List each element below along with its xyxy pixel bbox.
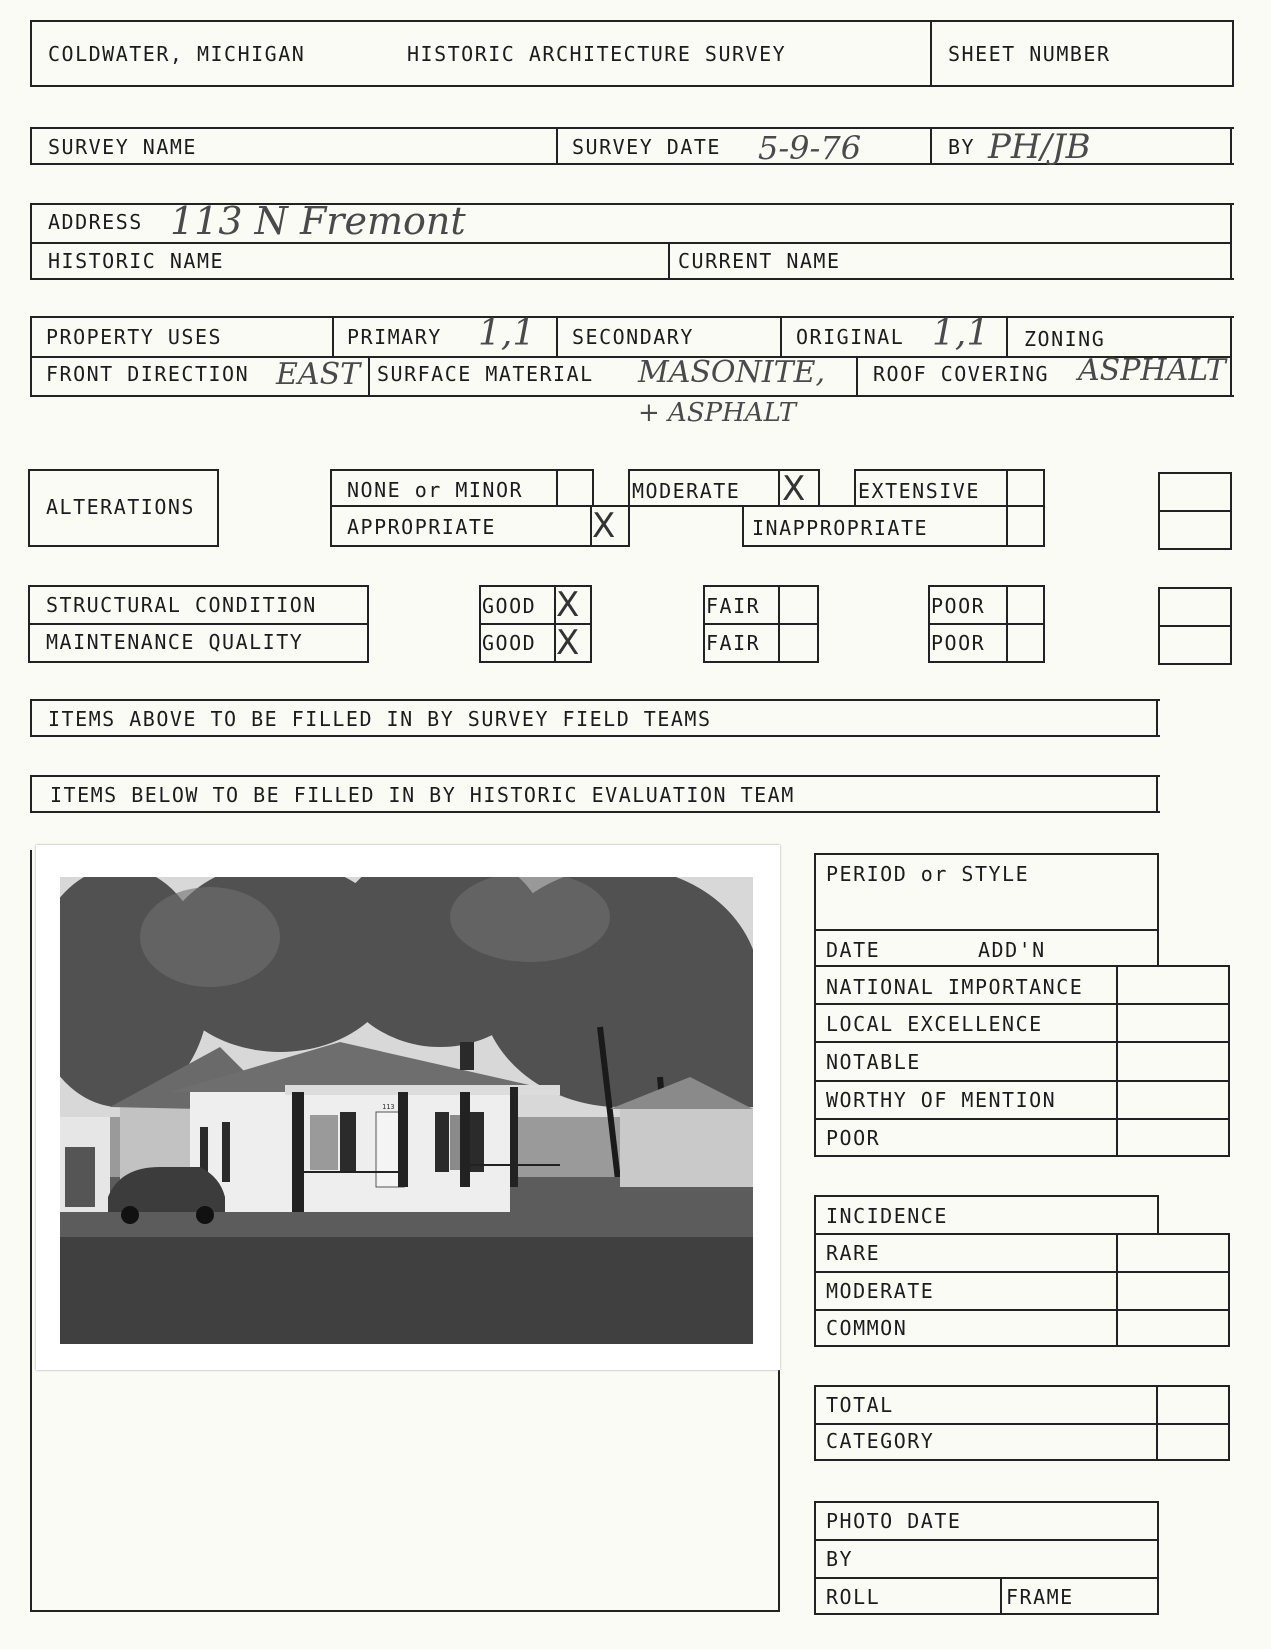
common-label: COMMON <box>826 1316 908 1340</box>
primary-value: 1,1 <box>478 313 536 354</box>
extensive-label: EXTENSIVE <box>858 479 980 503</box>
local-excellence-label: LOCAL EXCELLENCE <box>826 1012 1043 1036</box>
primary-label: PRIMARY <box>347 325 442 349</box>
incidence-divider-2 <box>814 1309 1230 1311</box>
maintenance-good-label: GOOD <box>482 631 537 655</box>
items-below-note: ITEMS BELOW TO BE FILLED IN BY HISTORIC EVALUATION TEAM <box>50 783 795 807</box>
period-style-label: PERIOD or STYLE <box>826 862 1030 886</box>
poor-rating-label: POOR <box>826 1126 881 1150</box>
date-label: DATE <box>826 938 881 962</box>
incidence-score-divider <box>1116 1233 1118 1347</box>
historic-name-label: HISTORIC NAME <box>48 249 225 273</box>
survey-right-edge <box>1230 129 1232 163</box>
original-value: 1,1 <box>932 313 990 354</box>
survey-name-label: SURVEY NAME <box>48 135 197 159</box>
zoning-divider <box>1006 316 1008 356</box>
fair-check-divider <box>778 585 780 663</box>
header-divider <box>930 20 932 87</box>
photo-info-divider-1 <box>814 1539 1159 1541</box>
condition-label-divider <box>28 623 369 625</box>
front-direction-label: FRONT DIRECTION <box>46 362 250 386</box>
frame-label: FRAME <box>1006 1585 1074 1609</box>
alterations-label: ALTERATIONS <box>46 495 195 519</box>
primary-divider <box>332 316 334 356</box>
survey-divider-2 <box>930 127 932 165</box>
maintenance-fair-label: FAIR <box>706 631 761 655</box>
items-above-note: ITEMS ABOVE TO BE FILLED IN BY SURVEY FIELD TEAMS <box>48 707 712 731</box>
roll-frame-divider <box>1000 1577 1002 1615</box>
survey-date-value: 5-9-76 <box>758 129 862 167</box>
current-name-divider <box>668 242 670 280</box>
appropriate-label: APPROPRIATE <box>347 515 496 539</box>
rating-score-divider <box>1116 965 1118 1157</box>
secondary-label: SECONDARY <box>572 325 694 349</box>
property-uses-label: PROPERTY USES <box>46 325 223 349</box>
roll-label: ROLL <box>826 1585 881 1609</box>
inappropriate-label: INAPPROPRIATE <box>752 516 929 540</box>
surface-material-value: MASONITE, <box>638 355 826 390</box>
rare-label: RARE <box>826 1241 881 1265</box>
current-name-label: CURRENT NAME <box>678 249 841 273</box>
none-minor-label: NONE or MINOR <box>347 478 524 502</box>
condition-score-divider <box>1158 625 1232 627</box>
rating-divider-4 <box>814 1118 1230 1120</box>
house-number: 113 <box>382 1103 395 1111</box>
property-row-divider <box>30 356 1232 358</box>
structural-good-mark: X <box>556 585 580 625</box>
maintenance-good-mark: X <box>556 623 580 663</box>
national-importance-label: NATIONAL IMPORTANCE <box>826 975 1084 999</box>
maintenance-quality-label: MAINTENANCE QUALITY <box>46 630 304 654</box>
survey-divider-1 <box>556 127 558 165</box>
photo-by-label: BY <box>826 1547 854 1571</box>
roof-divider <box>856 356 858 397</box>
zoning-label: ZONING <box>1024 327 1106 351</box>
maintenance-poor-label: POOR <box>931 631 986 655</box>
roof-covering-value: ASPHALT <box>1078 353 1226 388</box>
moderate-mark: X <box>782 469 806 509</box>
roof-covering-label: ROOF COVERING <box>873 362 1050 386</box>
city-label: COLDWATER, MICHIGAN <box>48 42 306 66</box>
notable-label: NOTABLE <box>826 1050 921 1074</box>
addn-label: ADD'N <box>978 938 1046 962</box>
moderate-label: MODERATE <box>632 479 741 503</box>
structural-poor-label: POOR <box>931 594 986 618</box>
surface-divider <box>368 356 370 397</box>
rating-divider-3 <box>814 1080 1230 1082</box>
structural-good-label: GOOD <box>482 594 537 618</box>
category-label: CATEGORY <box>826 1429 935 1453</box>
survey-date-label: SURVEY DATE <box>572 135 721 159</box>
total-divider <box>814 1423 1230 1425</box>
structural-fair-label: FAIR <box>706 594 761 618</box>
house-photo <box>60 877 753 1344</box>
none-minor-check-divider <box>556 469 558 507</box>
sheet-number-label: SHEET NUMBER <box>948 42 1111 66</box>
rating-divider-2 <box>814 1041 1230 1043</box>
structural-condition-label: STRUCTURAL CONDITION <box>46 593 317 617</box>
front-direction-value: EAST <box>276 357 361 392</box>
appropriate-mark: X <box>592 506 616 546</box>
form-title: HISTORIC ARCHITECTURE SURVEY <box>407 42 787 66</box>
moderate-check-divider <box>778 469 780 507</box>
photo-area-bottom <box>30 1610 780 1612</box>
items-above-right-edge <box>1156 701 1158 737</box>
incidence-label: INCIDENCE <box>826 1204 948 1228</box>
incidence-divider-1 <box>814 1271 1230 1273</box>
address-value: 113 N Fremont <box>170 199 466 243</box>
photo-date-label: PHOTO DATE <box>826 1509 962 1533</box>
photo-area-left-edge <box>30 850 32 1612</box>
moderate-incidence-label: MODERATE <box>826 1279 935 1303</box>
original-divider <box>780 316 782 356</box>
photo-info-divider-2 <box>814 1577 1159 1579</box>
fair-divider <box>703 623 819 625</box>
total-label: TOTAL <box>826 1393 894 1417</box>
address-label: ADDRESS <box>48 210 143 234</box>
poor-divider <box>928 623 1045 625</box>
secondary-divider <box>556 316 558 356</box>
alterations-score-divider <box>1158 510 1232 512</box>
survey-by-value: PH/JB <box>988 127 1091 167</box>
surface-material-label: SURFACE MATERIAL <box>377 362 594 386</box>
poor-check-divider <box>1006 585 1008 663</box>
worthy-of-mention-label: WORTHY OF MENTION <box>826 1088 1057 1112</box>
rating-divider-1 <box>814 1003 1230 1005</box>
original-label: ORIGINAL <box>796 325 905 349</box>
survey-by-label: BY <box>948 135 976 159</box>
surface-material-value-2: + ASPHALT <box>638 398 797 428</box>
items-below-right-edge <box>1156 777 1158 813</box>
